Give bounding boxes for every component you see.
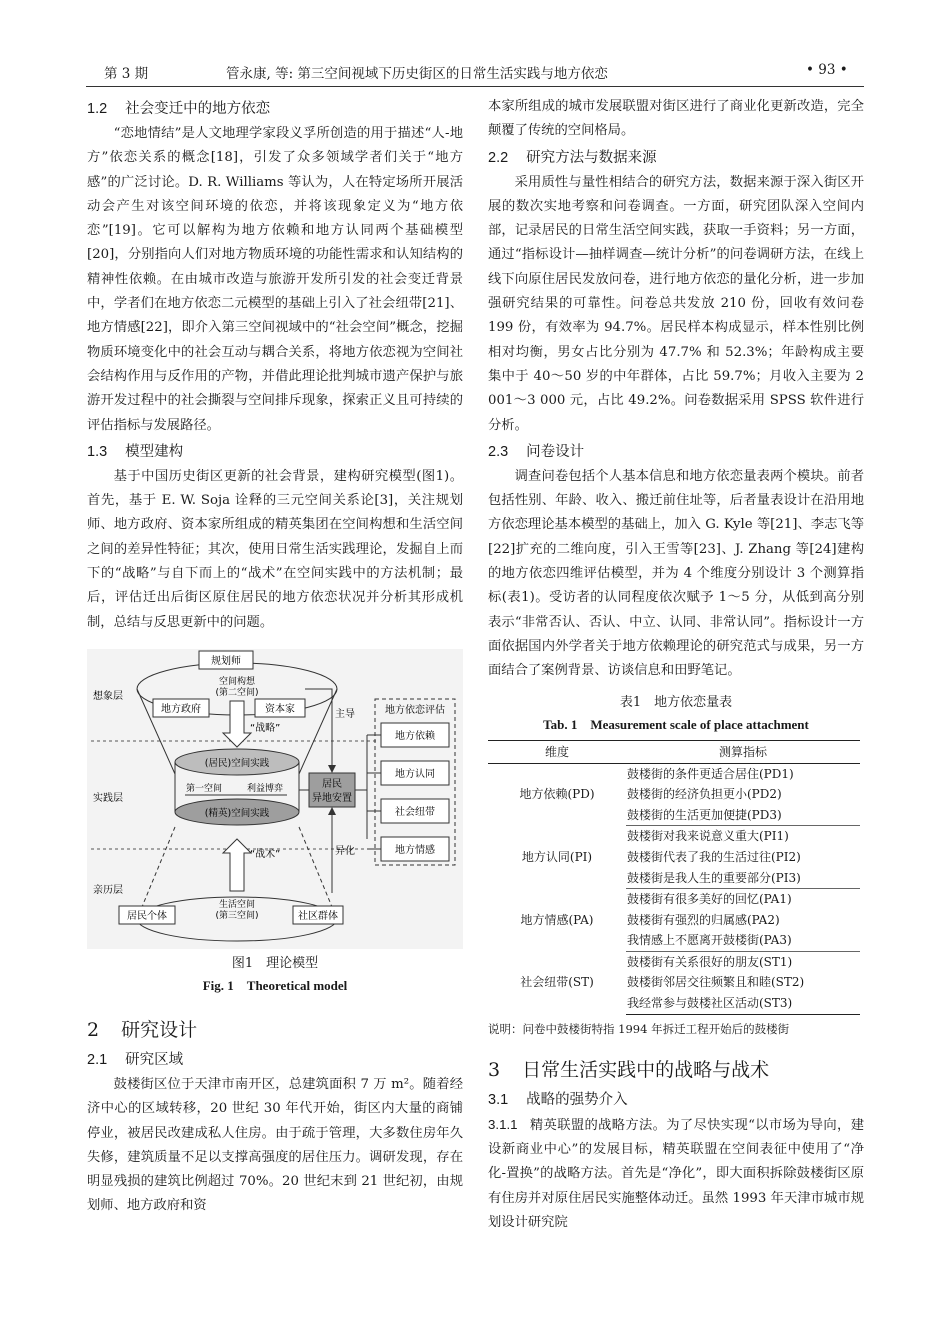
table-cell-indicator: 鼓楼街的生活更加便捷(PD3) — [626, 805, 860, 826]
table-cell-indicator: 我经常参与鼓楼社区活动(ST3) — [626, 993, 860, 1014]
section-number: 1.2 — [87, 101, 108, 117]
layer-label-experience: 亲历层 — [93, 884, 123, 896]
table-cell-dimension: 地方情感(PA) — [520, 912, 594, 927]
paragraph-2-3: 调查问卷包括个人基本信息和地方依恋量表两个模块。前者包括性别、年龄、收入、搬迁前住址等，后者量表设计在沿用地方依恋理论基本模型的基础上，加入 G. Kyle 等[21]、李志飞等[22]扩充的二维向度，引入王雪等[23]、J. Zhang 等[24]建构的地方依恋四维评估模型，并为 4 个维度分别设计 3 个测算指标(表1)。受访者的认同程度依次赋予 1～5 分，从低到高分别表示“非常否认、否认、中立、认同、非常认同”。指标设计一方面依据国内外学者关于地方依赖理论的研究范式与成果，另一方面结合了案例背景、访谈信息和田野笔记。 — [488, 468, 864, 679]
concept-sublabel: (第二空间) — [215, 687, 259, 698]
theoretical-model-figure — [87, 649, 463, 949]
section-title: 研究区域 — [125, 1051, 184, 1068]
section-number: 2.2 — [488, 149, 509, 166]
section-1-2-heading — [87, 98, 463, 120]
layer-label-imagine: 想象层 — [93, 690, 123, 702]
section-title: 日常生活实践中的战略与战术 — [522, 1058, 770, 1081]
section-1-3-heading — [87, 441, 463, 463]
dominate-label: 主导 — [335, 708, 355, 720]
living-space-label: 生活空间 — [218, 899, 256, 910]
interest-game-label: 利益博弈 — [246, 783, 284, 794]
individual-label: 居民个体 — [127, 910, 167, 922]
table-cell-dimension: 地方认同(PI) — [521, 849, 593, 864]
local-gov-label: 地方政府 — [161, 703, 201, 715]
concept-label: 空间构想 — [218, 676, 256, 687]
table-cell-dimension: 社会纽带(ST) — [520, 975, 594, 990]
evaluation-title: 地方依恋评估 — [385, 704, 445, 716]
section-title: 研究设计 — [121, 1018, 198, 1041]
community-label: 社区群体 — [298, 910, 338, 922]
paragraph-text: 精英联盟的战略方法。为了尽快实现“以市场为导向，建设新商业中心”的发展目标，精英联盟在空间表征中使用了“净化-置换”的战略方法。首先是“净化”，即大面积拆除鼓楼街区原有住房并对原住居民实施整体动迁。虽然 1993 年天津市城市规划设计研究院 — [488, 1117, 864, 1230]
section-2-heading — [87, 1015, 463, 1045]
section-title: 研究方法与数据来源 — [526, 149, 657, 166]
section-title: 社会变迁中的地方依恋 — [125, 101, 271, 117]
table-cell-indicator: 鼓楼街有很多美好的回忆(PA1) — [627, 892, 792, 907]
section-number: 2.1 — [87, 1051, 108, 1068]
table-cell-indicator: 鼓楼街代表了我的生活过往(PI2) — [627, 849, 801, 864]
subsection-number: 3.1.1 — [488, 1116, 518, 1132]
table-row — [488, 826, 860, 847]
paragraph-1-3: 基于中国历史街区更新的社会背景，建构研究模型(图1)。首先，基于 E. W. Soja 诠释的三元空间关系论[3]，关注规划师、地方政府、资本家所组成的精英集团在空间构想和生活空间之间的差异性特征；其次，使用日常生活实践理论，发掘自上而下的“战略”与自下而上的“战术”在空间实践中的方法机制；最后，评估迁出后街区原住居民的地方依恋状况并分析其形成机制，总结与反思更新中的问题。 — [87, 468, 463, 630]
table-header-dimension: 维度 — [488, 740, 626, 763]
eval-item-label: 地方依赖 — [395, 730, 435, 742]
table-row — [488, 889, 860, 910]
header-rule — [86, 86, 864, 87]
table-cell-dimension: 地方依赖(PD) — [519, 787, 595, 802]
first-space-label: 第一空间 — [185, 783, 223, 794]
measurement-table — [488, 740, 860, 1015]
resident-practice-label: (居民)空间实践 — [204, 757, 270, 769]
relocation-sublabel: 异地安置 — [312, 792, 352, 804]
section-number: 3 — [488, 1058, 501, 1081]
table-cell-indicator: 鼓楼街有强烈的归属感(PA2) — [627, 912, 780, 927]
table-note: 说明：问卷中鼓楼街特指 1994 年拆迁工程开始后的鼓楼街 — [488, 1021, 790, 1036]
paragraph-3-1-1 — [488, 1113, 864, 1235]
paragraph-1-2: “恋地情结”是人文地理学家段义孚所创造的用于描述“人-地方”依恋关系的概念[18]，引发了众多领域学者们关于“地方感”的广泛讨论。D. R. Williams 等认为，人在特定场所开展活动会产生对该空间环境的依恋，并将该现象定义为“地方依恋”[19]。它可以解构为地方依赖和地方认同两个基础模型[20]，分别指向人们对地方物质环境的功能性需求和认知结构的精神性依赖。在由城市改造与旅游开发所引发的社会变迁背景中，学者们在地方依恋二元模型的基础上引入了社会纽带[21]、地方情感[22]，即介入第三空间视域中的“社会空间”概念，挖掘物质环境变化中的社会互动与耦合关系，将地方依恋视为空间社会结构作用与反作用的产物，并借此理论批判城市遗产保护与旅游开发过程中的社会撕裂与空间排斥现象，探索正义且可持续的评估指标与发展路径。 — [87, 126, 463, 433]
table-caption-en: Tab. 1 Measurement scale of place attachment — [543, 716, 809, 732]
capitalist-label: 资本家 — [265, 703, 295, 715]
paragraph-2-2: 采用质性与量性相结合的研究方法，数据来源于深入街区开展的数次实地考察和问卷调查。一方面，研究团队深入空间内部，记录居民的日常生活空间实践，获取一手资料；另一方面，通过“指标设计—抽样调查—统计分析”的问卷调研方法，在线上线下向原住居民发放问卷，进行地方依恋的量化分析，进一步加强研究结果的可靠性。问卷总共发放 210 份，回收有效问卷 199 份，有效率为 94.7%。居民样本构成显示，样本性别比例相对均衡，男女占比分别为 47.7% 和 52.3%；年龄构成主要集中于 40～50 岁的中年群体，占比 59.7%；月收入主要为 2 001～3 000 元，占比 49.2%。问卷数据采用 SPSS 软件进行分析。 — [488, 174, 864, 433]
table-row — [488, 763, 860, 784]
table-cell-indicator: 鼓楼街的条件更适合居住(PD1) — [627, 766, 794, 781]
relocation-label: 居民 — [322, 778, 342, 790]
section-title: 战略的强势介入 — [526, 1091, 628, 1108]
table-header-indicator: 测算指标 — [626, 740, 860, 763]
table-cell-indicator: 鼓楼街有关系很好的朋友(ST1) — [627, 954, 793, 969]
header-title: 管永康, 等: 第三空间视域下历史街区的日常生活实践与地方依恋 — [226, 66, 608, 82]
right-column — [488, 95, 864, 1235]
table-cell-indicator: 我情感上不愿离开鼓楼街(PA3) — [626, 930, 860, 951]
table-cell-indicator: 鼓楼街邻居交往频繁且和睦(ST2) — [627, 975, 805, 990]
elite-practice-label: (精英)空间实践 — [204, 807, 270, 819]
section-3-heading — [488, 1055, 864, 1085]
table-cell-indicator: 鼓楼街是我人生的重要部分(PI3) — [626, 868, 860, 889]
alienate-label: 异化 — [335, 845, 355, 857]
section-number: 3.1 — [488, 1091, 509, 1108]
table-body — [488, 763, 860, 1014]
table-header-row — [488, 740, 860, 763]
figure-caption-en: Fig. 1 Theoretical model — [202, 977, 348, 993]
section-title: 问卷设计 — [526, 443, 585, 460]
tactics-label: “战术” — [250, 848, 281, 860]
living-space-sublabel: (第三空间) — [215, 910, 259, 921]
table-row — [488, 951, 860, 972]
strategy-label: “战略” — [250, 722, 281, 734]
planner-label: 规划师 — [211, 655, 241, 667]
section-number: 2.3 — [488, 443, 509, 460]
section-3-1-heading — [488, 1089, 864, 1111]
eval-item-label: 地方情感 — [395, 844, 435, 856]
table-cell-indicator: 鼓楼街对我来说意义重大(PI1) — [627, 829, 789, 844]
section-title: 模型建构 — [125, 443, 184, 460]
eval-item-label: 社会纽带 — [395, 806, 435, 818]
section-2-1-heading — [87, 1049, 463, 1071]
section-2-2-heading — [488, 147, 864, 169]
table-cell-indicator: 鼓楼街的经济负担更小(PD2) — [627, 787, 782, 802]
section-number: 2 — [87, 1018, 100, 1041]
figure-caption-cn: 图1 理论模型 — [231, 955, 319, 971]
eval-item-label: 地方认同 — [395, 768, 435, 780]
header-issue: 第 3 期 — [104, 66, 149, 82]
left-column — [87, 95, 463, 1219]
paragraph-continued: 本家所组成的城市发展联盟对街区进行了商业化更新改造，完全颠覆了传统的空间格局。 — [488, 99, 864, 139]
header-page-number: • 93 • — [806, 62, 848, 78]
table-caption-cn: 表1 地方依恋量表 — [619, 694, 733, 710]
section-2-3-heading — [488, 441, 864, 463]
layer-label-practice: 实践层 — [93, 792, 123, 804]
paragraph-2-1: 鼓楼街区位于天津市南开区，总建筑面积 7 万 m²。随着经济中心的区域转移，20 世纪 30 年代开始，街区内大量的商铺停业，被居民改建成私人住房。由于疏于管理，大多数住房年久失修，建筑质量不足以支撑高强度的居住压力。调研发现，存在明显残损的建筑比例超过 70%。20 世纪末到 21 世纪初，由规划师、地方政府和资 — [87, 1076, 463, 1214]
section-number: 1.3 — [87, 443, 108, 460]
